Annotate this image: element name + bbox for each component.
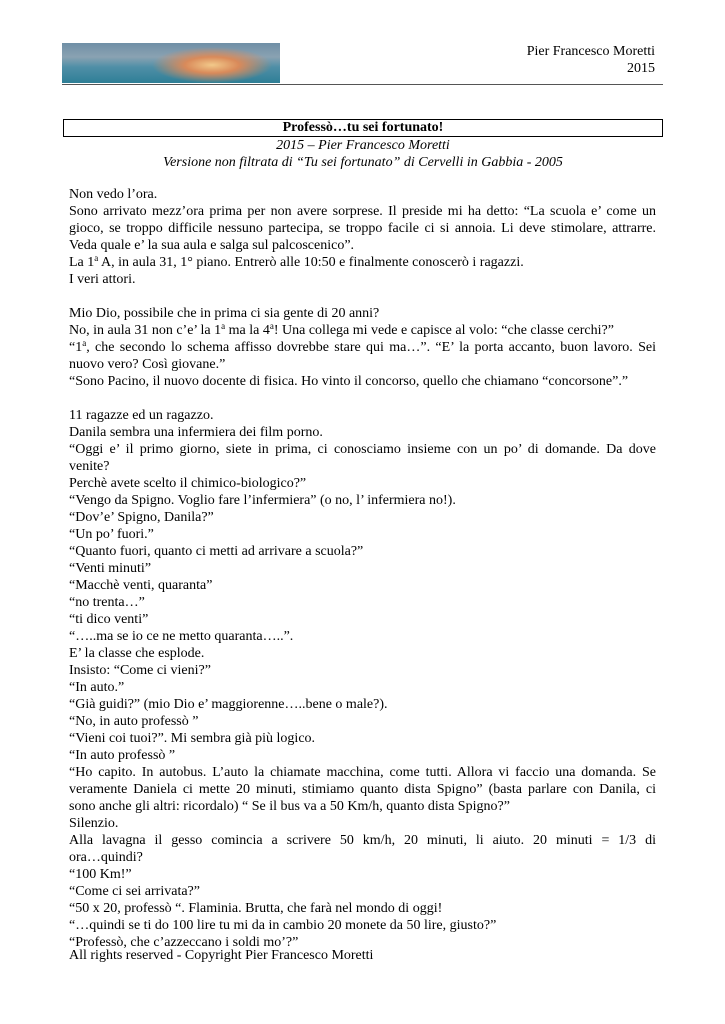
paragraph-line: Sono arrivato mezz’ora prima per non avere sorprese. Il preside mi ha detto: “La scuola e’ come un bbox=[69, 204, 656, 219]
paragraph-line: “Professò, che c’azzeccano i soldi mo’?” bbox=[69, 935, 299, 950]
paragraph-line: “no trenta…” bbox=[69, 595, 145, 610]
paragraph-line: Alla lavagna il gesso comincia a scrivere 50 km/h, 20 minuti, li aiuto. 20 minuti = 1/3 di bbox=[69, 833, 656, 848]
header-year: 2015 bbox=[627, 61, 655, 76]
paragraph-line: nuovo vero? Così giovane.” bbox=[69, 357, 226, 372]
paragraph-line: “…quindi se ti do 100 lire tu mi da in cambio 20 monete da 50 lire, giusto?” bbox=[69, 918, 497, 933]
paragraph-line: “Quanto fuori, quanto ci metti ad arrivare a scuola?” bbox=[69, 544, 364, 559]
subtitle-author: 2015 – Pier Francesco Moretti bbox=[276, 138, 450, 153]
paragraph-line: “50 x 20, professò “. Flaminia. Brutta, che farà nel mondo di oggi! bbox=[69, 901, 443, 916]
paragraph-line: “Come ci sei arrivata?” bbox=[69, 884, 200, 899]
paragraph-line: 11 ragazze ed un ragazzo. bbox=[69, 408, 214, 423]
paragraph-line: Silenzio. bbox=[69, 816, 119, 831]
paragraph-line: “In auto professò ” bbox=[69, 748, 176, 763]
header-author: Pier Francesco Moretti bbox=[526, 44, 655, 59]
paragraph-line: “Oggi e’ il primo giorno, siete in prima, ci conosciamo insieme con un po’ di domande. Da dove bbox=[69, 442, 656, 457]
paragraph-line: “Un po’ fuori.” bbox=[69, 527, 154, 542]
document-body bbox=[69, 186, 656, 951]
paragraph-line: Perchè avete scelto il chimico-biologico?” bbox=[69, 476, 307, 491]
paragraph-line: “Macchè venti, quaranta” bbox=[69, 578, 213, 593]
paragraph-line: “Dov’e’ Spigno, Danila?” bbox=[69, 510, 214, 525]
paragraph-line: “ti dico venti” bbox=[69, 612, 149, 627]
paragraph-line: gioco, se troppo difficile nessuno partecipa, se troppo facile ci si annoia. Li deve stimolare, attrarre. bbox=[69, 221, 656, 236]
paragraph-line: La 1$^a$ A, in aula 31, 1° piano. Entrerò alle 10:50 e finalmente conoscerò i ragazzi. bbox=[69, 253, 524, 270]
header-divider bbox=[62, 84, 663, 85]
paragraph-line: sono anche gli altri: ricordalo) “ Se il bus va a 50 Km/h, quanto dista Spigno?” bbox=[69, 799, 510, 814]
paragraph-line: “1$^a$, che secondo lo schema affisso dovrebbe stare qui ma…”. “E’ la porta accanto, buon lavoro. Sei bbox=[69, 339, 656, 355]
copyright-footer: All rights reserved - Copyright Pier Francesco Moretti bbox=[69, 948, 374, 963]
paragraph-line: Insisto: “Come ci vieni?” bbox=[69, 663, 211, 678]
paragraph-line: I veri attori. bbox=[69, 272, 136, 287]
header-logo-image bbox=[62, 43, 280, 83]
paragraph-line: “Sono Pacino, il nuovo docente di fisica. Ho vinto il concorso, quello che chiamano “concorsone”.” bbox=[69, 374, 629, 389]
document-title: Professò…tu sei fortunato! bbox=[63, 119, 663, 137]
paragraph-line: “Vengo da Spigno. Voglio fare l’infermiera” (o no, l’ infermiera no!). bbox=[69, 493, 456, 508]
paragraph-line: E’ la classe che esplode. bbox=[69, 646, 205, 661]
paragraph-line: “In auto.” bbox=[69, 680, 125, 695]
paragraph-line: Veda quale e’ la sua aula e salga sul palcoscenico”. bbox=[69, 238, 355, 253]
header-author-block bbox=[527, 43, 655, 77]
paragraph-line: “Ho capito. In autobus. L’auto la chiamate macchina, come tutti. Allora vi faccio una domanda. Se bbox=[69, 765, 656, 780]
paragraph-line: “No, in auto professò ” bbox=[69, 714, 199, 729]
paragraph-line: Mio Dio, possibile che in prima ci sia gente di 20 anni? bbox=[69, 306, 380, 321]
paragraph-line: “100 Km!” bbox=[69, 867, 132, 882]
paragraph-line: No, in aula 31 non c’e’ la 1$^a$ ma la 4$^a$! Una collega mi vede e capisce al volo: “che classe cerchi?” bbox=[69, 321, 614, 338]
paragraph-line: “Già guidi?” (mio Dio e’ maggiorenne…..bene o male?). bbox=[69, 697, 388, 712]
paragraph-line: ora…quindi? bbox=[69, 850, 143, 865]
paragraph-line: “…..ma se io ce ne metto quaranta…..”. bbox=[69, 629, 294, 644]
paragraph-line: “Vieni coi tuoi?”. Mi sembra già più logico. bbox=[69, 731, 316, 746]
paragraph-line: “Venti minuti” bbox=[69, 561, 152, 576]
paragraph-line: Danila sembra una infermiera dei film porno. bbox=[69, 425, 323, 440]
paragraph-line: venite? bbox=[69, 459, 110, 474]
paragraph-line: Non vedo l’ora. bbox=[69, 187, 158, 202]
subtitle-version: Versione non filtrata di “Tu sei fortunato” di Cervelli in Gabbia - 2005 bbox=[163, 155, 563, 170]
paragraph-line: veramente Daniela ci mette 20 minuti, stimiamo quanto dista Spigno” (basta parlare con Danila, ci bbox=[69, 782, 656, 797]
